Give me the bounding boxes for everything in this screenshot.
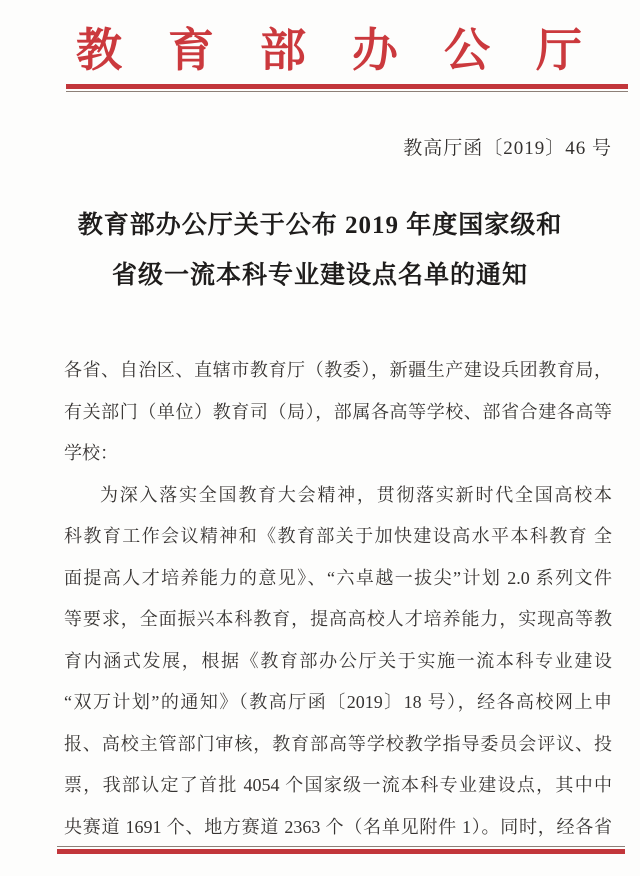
body-line: 各省、自治区、直辖市教育厅（教委），新疆生产建设兵团教育局， <box>64 360 612 380</box>
footer-rule-red <box>57 849 625 854</box>
body-line: 等要求，全面振兴本科教育，提高高校人才培养能力，实现高等教 <box>64 609 612 629</box>
document-title-line-1: 教育部办公厅关于公布 2019 年度国家级和 <box>77 212 563 239</box>
body-line: 科教育工作会议精神和《教育部关于加快建设高水平本科教育 全 <box>64 526 612 546</box>
body-line: 票，我部认定了首批 4054 个国家级一流本科专业建设点，其中中 <box>64 775 612 795</box>
footer-rule <box>57 846 625 854</box>
body-line: 育内涵式发展，根据《教育部办公厅关于实施一流本科专业建设 <box>64 650 612 671</box>
body-line: 面提高人才培养能力的意见》、“六卓越一拔尖”计划 2.0 系列文件 <box>64 567 612 588</box>
letterhead-rule-red <box>66 84 628 89</box>
doc-number: 教高厅函〔2019〕46 号 <box>403 138 612 159</box>
document-title <box>0 201 640 301</box>
document-body <box>64 350 612 848</box>
letterhead-rule <box>66 84 628 92</box>
letterhead-rule-gray <box>66 91 628 92</box>
body-line: 学校： <box>64 443 118 463</box>
agency-letterhead: 教育部办公厅 <box>76 25 628 76</box>
body-line: “双万计划”的通知》（教高厅函〔2019〕18 号），经各高校网上申 <box>64 692 612 712</box>
body-line: 有关部门（单位）教育司（局），部属各高等学校、部省合建各高等 <box>64 401 612 422</box>
footer-rule-gray <box>57 846 625 847</box>
document-title-line-2: 省级一流本科专业建设点名单的通知 <box>111 262 528 289</box>
body-line: 报、高校主管部门审核，教育部高等学校教学指导委员会评议、投 <box>64 733 612 754</box>
body-line: 为深入落实全国教育大会精神，贯彻落实新时代全国高校本 <box>100 484 612 505</box>
body-line: 央赛道 1691 个、地方赛道 2363 个（名单见附件 1）。同时，经各省 <box>64 816 612 837</box>
